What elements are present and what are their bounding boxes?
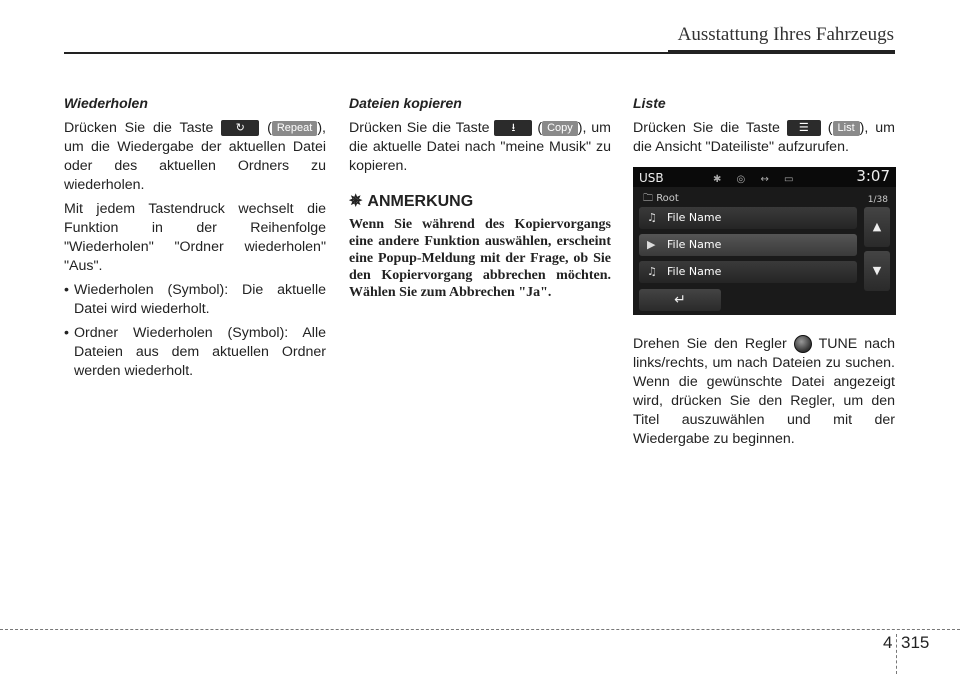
note-title: ANMERKUNG <box>367 193 474 210</box>
list-item <box>639 207 857 229</box>
list-item <box>639 261 857 283</box>
repeat-sequence-text: Mit jedem Tastendruck wechselt die Funktion in der Reihenfolge "Wiederholen" "Ordner wiederholen" "Aus". <box>64 201 326 274</box>
screen-track-count: 1/38 <box>867 195 888 205</box>
copy-button-label: Copy <box>542 121 578 136</box>
bullet-dot: • <box>64 282 69 298</box>
list-button-label: List <box>833 121 860 136</box>
tune-instruction <box>633 335 895 449</box>
save-copy-icon: ⭳ <box>494 120 532 136</box>
scroll-down-icon: ▼ <box>864 251 890 291</box>
repeat-instruction: Drücken Sie die Taste ↻ ( Repeat ), um die Wiedergabe der aktuellen Datei oder des aktuellen Ordners zu wiederholen. <box>64 120 326 193</box>
music-note-icon: ♫ <box>647 265 657 278</box>
chapter-number: 4 <box>883 633 893 652</box>
section-title-copy: Dateien kopieren <box>349 95 462 111</box>
column-copy <box>349 94 611 301</box>
list-item <box>64 281 326 319</box>
repeat-icon: ↻ <box>221 120 259 136</box>
status-icons: ✱ ◎ ↔ ▭ <box>713 174 800 185</box>
note-heading <box>349 192 611 211</box>
file-name: File Name <box>667 238 722 251</box>
column-repeat <box>64 94 326 386</box>
list-instruction-pre: Drücken Sie die Taste <box>633 120 780 136</box>
section-title-repeat: Wiederholen <box>64 95 148 111</box>
screen-folder-name: Root <box>656 193 679 204</box>
back-icon: ↵ <box>639 289 721 311</box>
usb-file-list-screenshot <box>633 167 896 315</box>
copy-instruction-pre: Drücken Sie die Taste <box>349 120 490 136</box>
bullet-dot: • <box>64 325 69 341</box>
tune-instruction-post: TUNE nach links/rechts, um nach Dateien zu suchen. Wenn die gewünschte Datei angezeigt wird, drücken Sie den Regler, um den Titel auszuwählen und mit der Wiedergabe zu beginnen. <box>633 336 896 447</box>
chapter-header-title: Ausstattung Ihres Fahrzeugs <box>677 24 894 45</box>
repeat-instruction-post: ), um die Wiedergabe der aktuellen Datei oder des aktuellen Ordners zu wiederholen. <box>64 120 326 193</box>
file-name: File Name <box>667 265 722 278</box>
list-item <box>639 234 857 256</box>
bullet-text: Ordner Wiederholen (Symbol): Alle Dateien aus dem aktuellen Ordner werden wiederholt. <box>74 325 326 379</box>
repeat-button-label: Repeat <box>272 121 317 136</box>
section-title-list: Liste <box>633 95 666 111</box>
file-name: File Name <box>667 211 722 224</box>
play-icon: ▶ <box>647 238 656 251</box>
header-rule-accent <box>668 50 895 54</box>
list-instruction-post: ), um die Ansicht "Dateiliste" aufzurufen. <box>633 120 896 155</box>
column-list <box>633 94 895 454</box>
list-instruction: Drücken Sie die Taste ☰ ( List ), um die Ansicht "Dateiliste" aufzurufen. <box>633 120 896 155</box>
bullet-text: Wiederholen (Symbol): Die aktuelle Datei wird wiederholt. <box>74 282 326 317</box>
list-item <box>64 324 326 381</box>
note-body: Wenn Sie während des Kopiervorgangs eine andere Funktion auswählen, erscheint eine Popup-Meldung mit der Frage, ob Sie den Kopiervorgang abbrechen möchten. Wählen Sie zum Abbrechen "Ja". <box>349 217 611 300</box>
screen-folder-path <box>643 189 679 208</box>
footer-rule <box>0 629 960 630</box>
copy-instruction: Drücken Sie die Taste ⭳ ( Copy ), um die aktuelle Datei nach "meine Musik" zu kopieren. <box>349 120 612 174</box>
list-icon: ☰ <box>787 120 821 136</box>
screen-source-label: USB <box>639 171 664 185</box>
folder-icon: 🗀 <box>643 193 653 204</box>
repeat-instruction-pre: Drücken Sie die Taste <box>64 120 214 136</box>
page-separator <box>896 634 898 674</box>
tune-knob-icon <box>794 335 812 353</box>
tune-instruction-pre: Drehen Sie den Regler <box>633 336 787 352</box>
copy-instruction-post: ), um die aktuelle Datei nach "meine Musik" zu kopieren. <box>349 120 612 174</box>
scroll-up-icon: ▲ <box>864 207 890 247</box>
music-note-icon: ♫ <box>647 211 657 224</box>
screen-clock: 3:07 <box>856 167 890 185</box>
note-star-icon: ✵ <box>349 193 363 210</box>
page-number: 315 <box>901 633 930 652</box>
